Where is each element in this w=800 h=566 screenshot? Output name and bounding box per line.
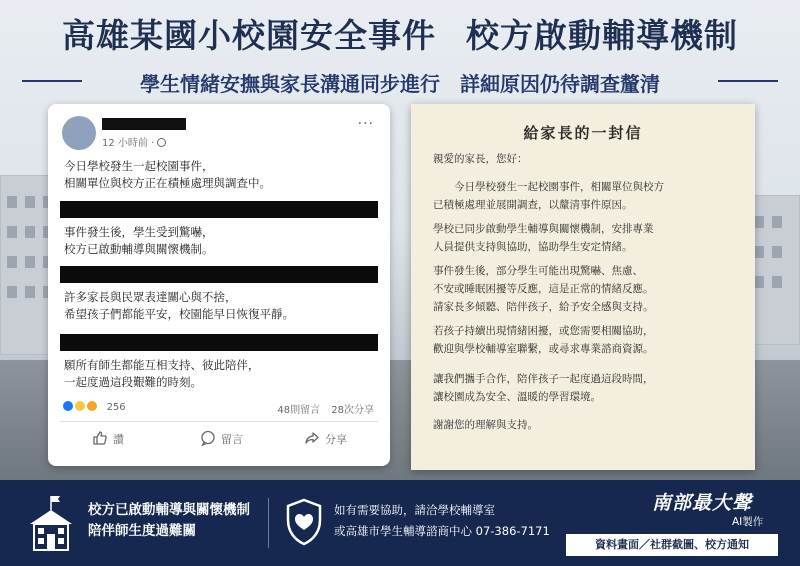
letter-line: 人員提供支持與協助，協助學生安定情緒。 bbox=[433, 241, 633, 253]
like-button[interactable] bbox=[92, 430, 124, 447]
post-line: 希望孩子們都能平安，校園能早日恢復平靜。 bbox=[64, 307, 294, 321]
like-label: 讚 bbox=[113, 433, 124, 446]
post-time-text: 12 小時前 · bbox=[102, 138, 155, 149]
share-count[interactable]: 28次分享 bbox=[331, 405, 374, 416]
footer-contact-line-2: 或高雄市學生輔導諮商中心 07-386-7171 bbox=[334, 524, 550, 538]
social-post-card bbox=[48, 104, 390, 466]
more-options-icon[interactable]: ··· bbox=[357, 116, 374, 132]
reaction-count: 256 bbox=[106, 402, 126, 413]
letter-line: 事件發生後，部分學生可能出現驚嚇、焦慮、 bbox=[433, 265, 643, 277]
letter-line: 今日學校發生一起校園事件，相關單位與校方 bbox=[433, 181, 664, 193]
post-paragraph-2 bbox=[64, 224, 214, 258]
post-line: 願所有師生都能互相支持、彼此陪伴， bbox=[64, 358, 260, 372]
subtitle-row bbox=[0, 66, 800, 96]
letter-line: 不安或睡眠困擾等反應，這是正常的情緒反應。 bbox=[433, 283, 654, 295]
post-line: 今日學校發生一起校園事件， bbox=[64, 159, 214, 173]
share-button[interactable] bbox=[304, 430, 347, 447]
post-line: 相關單位與校方正在積極處理與調查中。 bbox=[64, 176, 271, 190]
letter-line: 學校已同步啟動學生輔導與關懷機制，安排專業 bbox=[433, 223, 654, 235]
post-line: 一起度過這段艱難的時刻。 bbox=[64, 375, 202, 389]
post-stats bbox=[277, 401, 374, 416]
share-label: 分享 bbox=[325, 433, 347, 446]
redaction-bar bbox=[60, 334, 378, 351]
avatar[interactable] bbox=[62, 116, 96, 150]
letter-line: 若孩子持續出現情緒困擾，或您需要相關協助， bbox=[433, 325, 654, 337]
globe-icon bbox=[157, 138, 166, 147]
footer-message-line-1: 校方已啟動輔導與關懷機制 bbox=[88, 502, 250, 518]
parent-letter bbox=[411, 104, 755, 470]
post-line: 許多家長與民眾表達關心與不捨， bbox=[64, 290, 237, 304]
like-icon bbox=[92, 430, 108, 446]
footer-message bbox=[88, 500, 250, 542]
post-line: 校方已啟動輔導與關懷機制。 bbox=[64, 242, 214, 256]
redaction-bar bbox=[60, 201, 378, 218]
care-reaction-icon bbox=[86, 400, 98, 412]
subtitle: 學生情緒安撫與家長溝通同步進行 詳細原因仍待調查釐清 bbox=[140, 72, 660, 96]
post-paragraph-3 bbox=[64, 289, 294, 323]
letter-line: 請家長多傾聽、陪伴孩子，給予安全感與支持。 bbox=[433, 301, 654, 313]
subtitle-rule-right bbox=[718, 80, 778, 82]
letter-line: 親愛的家長，您好： bbox=[433, 153, 528, 165]
source-tag: 資料畫面／社群截圖、校方通知 bbox=[566, 534, 778, 556]
title-right: 校方啟動輔導機制 bbox=[466, 16, 738, 55]
comment-label: 留言 bbox=[221, 433, 243, 446]
header bbox=[0, 0, 800, 110]
divider bbox=[60, 421, 378, 422]
footer-contact bbox=[334, 500, 550, 542]
redacted-username bbox=[102, 118, 186, 130]
share-icon bbox=[304, 430, 320, 446]
letter-line: 已積極處理並展開調查，以釐清事件原因。 bbox=[433, 199, 633, 211]
post-paragraph-1 bbox=[64, 158, 271, 192]
brand-logo: 南部最大聲 bbox=[652, 492, 753, 514]
letter-line: 讓校園成為安全、溫暖的學習環境。 bbox=[433, 391, 601, 403]
comment-count[interactable]: 48則留言 bbox=[277, 405, 321, 416]
post-paragraph-4 bbox=[64, 357, 260, 391]
like-reaction-icon bbox=[62, 400, 74, 412]
footer-contact-line-1: 如有需要協助，請洽學校輔導室 bbox=[334, 503, 495, 517]
letter-line: 謝謝您的理解與支持。 bbox=[433, 419, 538, 431]
footer-message-line-2: 陪伴師生度過難關 bbox=[88, 523, 196, 539]
redaction-bar bbox=[60, 266, 378, 283]
reaction-summary[interactable] bbox=[62, 400, 126, 413]
page-title bbox=[0, 10, 800, 57]
sad-reaction-icon bbox=[74, 400, 86, 412]
comment-icon bbox=[200, 430, 216, 446]
footer-bar bbox=[0, 480, 800, 566]
letter-line: 讓我們攜手合作，陪伴孩子一起度過這段時間， bbox=[433, 373, 654, 385]
title-left: 高雄某國小校園安全事件 bbox=[62, 16, 436, 55]
footer-divider bbox=[268, 498, 269, 548]
post-time[interactable] bbox=[102, 134, 166, 149]
letter-line: 歡迎與學校輔導室聯繫，或尋求專業諮商資源。 bbox=[433, 343, 654, 355]
heart-shield-icon bbox=[284, 498, 324, 546]
brand-subtitle: AI製作 bbox=[732, 516, 764, 528]
comment-button[interactable] bbox=[200, 430, 243, 447]
letter-title: 給家長的一封信 bbox=[523, 124, 643, 142]
post-line: 事件發生後，學生受到驚嚇， bbox=[64, 225, 214, 239]
school-icon bbox=[24, 494, 78, 552]
